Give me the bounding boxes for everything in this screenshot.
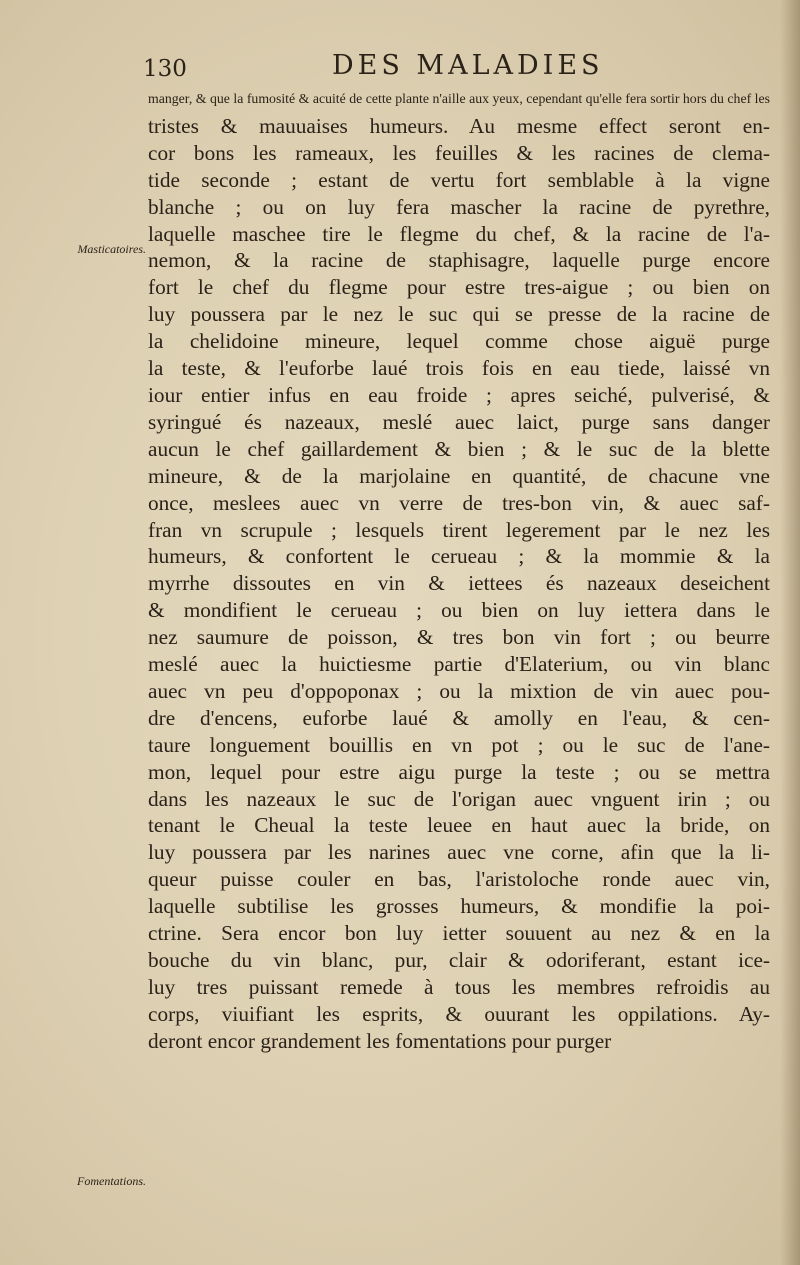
body-text <box>148 86 770 1055</box>
text-line: queur puisse couler en bas, l'aristoloche ronde auec vin, <box>148 867 770 892</box>
text-line: laquelle maschee tire le flegme du chef, & la racine de l'a- <box>148 221 770 246</box>
text-line: nemon, & la racine de staphisagre, laquelle purge encore <box>148 248 770 273</box>
text-line: la chelidoine mineure, lequel comme chose aiguë purge <box>148 329 770 354</box>
text-line: corps, viuifiant les esprits, & ouurant les oppilations. Ay- <box>148 1001 770 1026</box>
text-line: tenant le Cheual la teste leuee en haut auec la bride, on <box>148 813 770 838</box>
text-line: laquelle subtilise les grosses humeurs, & mondifie la poi- <box>148 894 770 919</box>
text-line: luy tres puissant remede à tous les membres refroidis au <box>148 974 770 999</box>
text-line: taure longuement bouillis en vn pot ; ou le suc de l'ane- <box>148 732 770 757</box>
text-line: fort le chef du flegme pour estre tres-aigue ; ou bien on <box>148 275 770 300</box>
text-line: tide seconde ; estant de vertu fort semblable à la vigne <box>148 167 770 192</box>
text-line: meslé auec la huictiesme partie d'Elaterium, ou vin blanc <box>148 652 770 677</box>
text-line: deront encor grandement les fomentations pour purger <box>148 1028 612 1053</box>
text-line: la teste, & l'euforbe laué trois fois en eau tiede, laissé vn <box>148 356 770 381</box>
margin-note-fomentations <box>70 1173 146 1189</box>
page-gutter-shadow <box>780 0 800 1265</box>
text-line: once, meslees auec vn verre de tres-bon vin, & auec saf- <box>148 490 770 515</box>
text-line: bouche du vin blanc, pur, clair & odoriferant, estant ice- <box>148 948 770 972</box>
text-line: ctrine. Sera encor bon luy ietter souuent au nez & en la <box>148 921 770 946</box>
text-line: manger, & que la fumosité & acuité de cette plante n'aille aux yeux, cependant qu'elle fera sortir hors du chef les <box>148 91 770 106</box>
text-line: tristes & mauuaises humeurs. Au mesme effect seront en- <box>148 113 770 138</box>
text-line: luy poussera par le nez le suc qui se presse de la racine de <box>148 302 770 327</box>
text-line: & mondifient le cerueau ; ou bien on luy iettera dans le <box>148 598 770 623</box>
text-line: nez saumure de poisson, & tres bon vin fort ; ou beurre <box>148 625 770 650</box>
page-number: 130 <box>143 56 187 82</box>
text-line: cor bons les rameaux, les feuilles & les racines de clema- <box>148 140 770 165</box>
text-line: auec vn peu d'oppoponax ; ou la mixtion de vin auec pou- <box>148 678 770 703</box>
text-line: mineure, & de la marjolaine en quantité, de chacune vne <box>148 463 770 488</box>
text-line: luy poussera par les narines auec vne corne, afin que la li- <box>148 840 770 865</box>
text-line: syringué és nazeaux, meslé auec laict, purge sans danger <box>148 409 770 434</box>
text-line: fran vn scrupule ; lesquels tirent legerement par le nez les <box>148 517 770 542</box>
margin-note-text: Masticatoires. <box>77 242 146 256</box>
text-line: iour entier infus en eau froide ; apres seiché, pulverisé, & <box>148 382 770 407</box>
text-line: aucun le chef gaillardement & bien ; & le suc de la blette <box>148 436 770 461</box>
running-head: DES MALADIES <box>332 50 604 81</box>
text-line: mon, lequel pour estre aigu purge la teste ; ou se mettra <box>148 759 770 784</box>
text-line: blanche ; ou on luy fera mascher la racine de pyrethre, <box>148 194 770 219</box>
text-line: humeurs, & confortent le cerueau ; & la mommie & la <box>148 544 770 569</box>
margin-note-masticatoires <box>70 241 146 257</box>
text-line: myrrhe dissoutes en vin & iettees és nazeaux deseichent <box>148 571 770 596</box>
margin-note-text: Fomentations. <box>77 1174 146 1188</box>
text-line: dre d'encens, euforbe laué & amolly en l'eau, & cen- <box>148 705 770 730</box>
text-line: dans les nazeaux le suc de l'origan auec vnguent irin ; ou <box>148 786 770 811</box>
